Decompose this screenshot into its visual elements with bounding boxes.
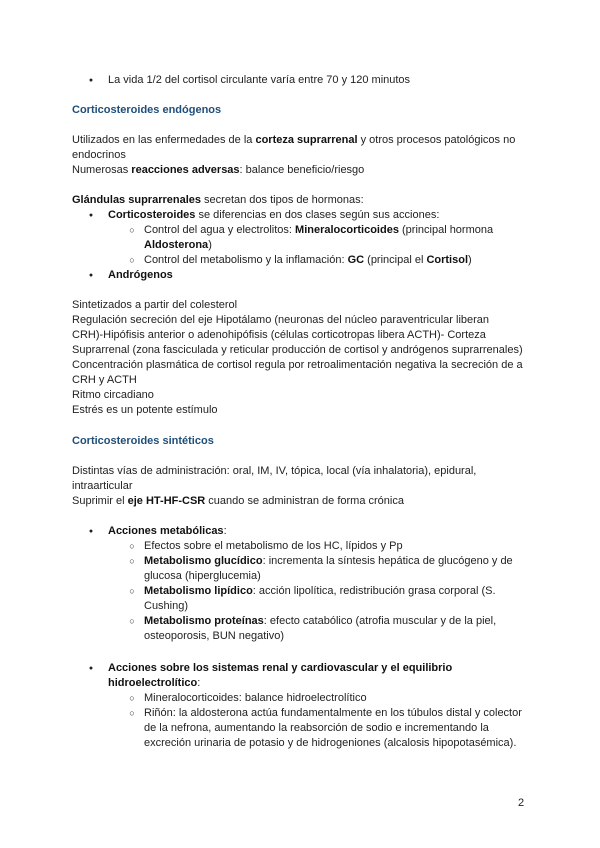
text-run: ) bbox=[208, 239, 212, 251]
paragraph-routes-line-2: intraarticular bbox=[72, 480, 133, 492]
heading-endogenous: Corticosteroides endógenos bbox=[72, 104, 222, 116]
sublist-item-rinon-line-1: Riñón: la aldosterona actúa fundamentalmente en los túbulos distal y colector bbox=[144, 707, 522, 719]
bold-term-eje: eje HT-HF-CSR bbox=[127, 495, 206, 507]
text-run: ) bbox=[468, 254, 472, 266]
text-run: Control del agua y electrolitos: bbox=[144, 224, 296, 236]
bold-term-aldosterona: Aldosterona bbox=[144, 239, 209, 251]
text-line: Suprarrenal (zona fasciculada y reticular producción de cortisol y andrógenos suprarrenales) bbox=[72, 344, 523, 356]
bold-term-acciones-renal: Acciones sobre los sistemas renal y cardiovascular y el equilibrio bbox=[108, 662, 453, 674]
text-run: (principal el bbox=[364, 254, 427, 266]
bullet-dot-icon bbox=[86, 73, 96, 89]
cortisol-half-life-item: La vida 1/2 del cortisol circulante varía entre 70 y 120 minutos bbox=[108, 74, 411, 86]
bullet-circle-icon bbox=[127, 584, 137, 599]
text-run: Numerosas bbox=[72, 164, 132, 176]
text-line: Sintetizados a partir del colesterol bbox=[72, 299, 238, 311]
heading-synthetic: Corticosteroides sintéticos bbox=[72, 435, 214, 447]
text-run: Suprimir el bbox=[72, 495, 128, 507]
bullet-dot-icon bbox=[86, 524, 96, 540]
bullet-dot-icon bbox=[86, 661, 96, 677]
sublist-item-proteinas-line-2: osteoporosis, BUN negativo) bbox=[144, 630, 285, 642]
sublist-item-glucidico-line-2: glucosa (hiperglucemia) bbox=[144, 570, 261, 582]
bullet-circle-icon bbox=[127, 253, 137, 268]
paragraph-glands bbox=[72, 193, 534, 208]
text-run: : bbox=[197, 677, 201, 689]
sublist-item-mineralo: Mineralocorticoides: balance hidroelectrolítico bbox=[144, 692, 367, 704]
bold-term-mineralocorticoides: Mineralocorticoides bbox=[295, 224, 399, 236]
paragraph-routes-line-1: Distintas vías de administración: oral, IM, IV, tópica, local (vía inhalatoria), epidural, bbox=[72, 465, 477, 477]
bold-term-cortisol: Cortisol bbox=[426, 254, 469, 266]
text-run: se diferencias en dos clases según sus acciones: bbox=[195, 209, 440, 221]
bullet-dot-icon bbox=[86, 208, 96, 224]
bullet-dot-icon bbox=[86, 268, 96, 284]
bold-term-gc: GC bbox=[347, 254, 365, 266]
text-run: cuando se administran de forma crónica bbox=[205, 495, 404, 507]
list-item-renal-actions-line-2 bbox=[108, 676, 570, 691]
page-number: 2 bbox=[518, 797, 525, 809]
sublist-item-metabolism bbox=[144, 253, 600, 268]
text-run: y otros procesos patológicos no bbox=[357, 134, 516, 146]
sublist-item-water-line-2 bbox=[144, 238, 600, 253]
text-line: CRH y ACTH bbox=[72, 374, 137, 386]
bullet-circle-icon bbox=[127, 554, 137, 569]
sublist-item-lipidico-line-1 bbox=[144, 584, 600, 599]
bold-term-androgenos: Andrógenos bbox=[108, 269, 173, 281]
sublist-item-effects: Efectos sobre el metabolismo de los HC, lípidos y Pp bbox=[144, 540, 403, 552]
sublist-item-rinon-line-3: excreción urinaria de potasio y de hidrogeniones (alcalosis hipopotasémica). bbox=[144, 737, 517, 749]
bullet-circle-icon bbox=[127, 614, 137, 629]
text-line: Concentración plasmática de cortisol regula por retroalimentación negativa la secreción de a bbox=[72, 359, 523, 371]
text-run: : incrementa la síntesis hepática de glucógeno y de bbox=[262, 555, 513, 567]
paragraph-suppress bbox=[72, 494, 534, 509]
bold-term-corteza: corteza suprarrenal bbox=[255, 134, 358, 146]
text-line: Estrés es un potente estímulo bbox=[72, 404, 218, 416]
list-item-androgenos bbox=[108, 268, 570, 283]
text-run: Control del metabolismo y la inflamación: bbox=[144, 254, 348, 266]
bullet-circle-icon bbox=[127, 706, 137, 721]
text-run: secretan dos tipos de hormonas: bbox=[201, 194, 364, 206]
sublist-item-water-line-1 bbox=[144, 223, 600, 238]
bullet-circle-icon bbox=[127, 539, 137, 554]
paragraph-uses-line-1 bbox=[72, 133, 534, 148]
bold-term-acciones-metabolicas: Acciones metabólicas bbox=[108, 525, 224, 537]
bold-term-glucidico: Metabolismo glucídico bbox=[144, 555, 263, 567]
text-line: Ritmo circadiano bbox=[72, 389, 154, 401]
text-line: CRH)-Hipófisis anterior o adenohipófisis (células corticotropas libera ACTH)- Corteza bbox=[72, 329, 486, 341]
text-run: Utilizados en las enfermedades de la bbox=[72, 134, 256, 146]
bold-term-reacciones: reacciones adversas bbox=[131, 164, 240, 176]
paragraph-adverse bbox=[72, 163, 534, 178]
bold-term-proteinas: Metabolismo proteínas bbox=[144, 615, 264, 627]
text-run: : efecto catabólico (atrofia muscular y de la piel, bbox=[263, 615, 497, 627]
bold-term-lipidico: Metabolismo lipídico bbox=[144, 585, 253, 597]
sublist-item-proteinas-line-1 bbox=[144, 614, 600, 629]
sublist-item-lipidico-line-2: Cushing) bbox=[144, 600, 189, 612]
text-run: : balance beneficio/riesgo bbox=[239, 164, 365, 176]
text-line: Regulación secreción del eje Hipotálamo (neuronas del núcleo paraventricular liberan bbox=[72, 314, 490, 326]
list-item-renal-actions-line-1 bbox=[108, 661, 570, 676]
bold-term-corticosteroides: Corticosteroides bbox=[108, 209, 196, 221]
text-run: : bbox=[223, 525, 227, 537]
text-run: : acción lipolítica, redistribución grasa corporal (S. bbox=[252, 585, 496, 597]
list-item-corticosteroides bbox=[108, 208, 570, 223]
paragraph-uses-line-2: endocrinos bbox=[72, 149, 126, 161]
bullet-circle-icon bbox=[127, 223, 137, 238]
text-run: (principal hormona bbox=[398, 224, 494, 236]
list-item-metabolic-actions bbox=[108, 524, 570, 539]
sublist-item-glucidico-line-1 bbox=[144, 554, 600, 569]
bold-term-hidroelectrolitico: hidroelectrolítico bbox=[108, 677, 198, 689]
bold-term-glandulas: Glándulas suprarrenales bbox=[72, 194, 201, 206]
sublist-item-rinon-line-2: de la nefrona, aumentando la reabsorción de sodio e incrementando la bbox=[144, 722, 489, 734]
bullet-circle-icon bbox=[127, 691, 137, 706]
